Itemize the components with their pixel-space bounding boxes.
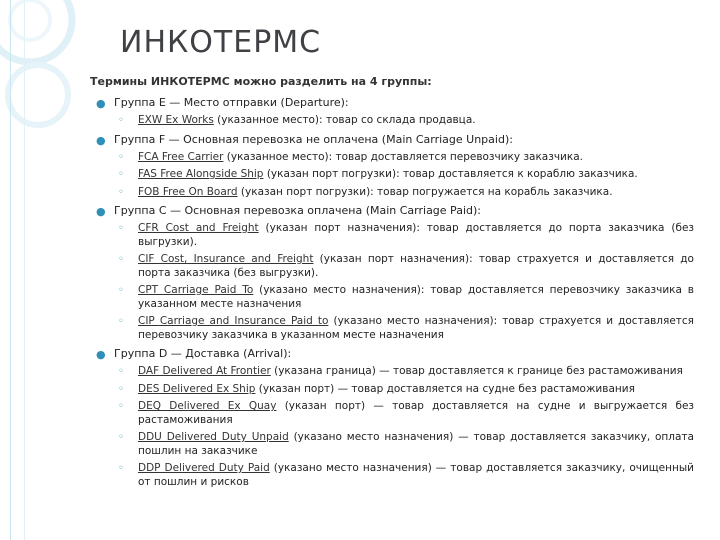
bullet-icon: ● bbox=[96, 348, 106, 361]
list-item bbox=[96, 186, 694, 200]
circle-bullet-icon: ◦ bbox=[118, 151, 124, 163]
circle-bullet-icon: ◦ bbox=[118, 186, 124, 198]
term-link[interactable]: DAF Delivered At Frontier bbox=[138, 365, 271, 377]
term-link[interactable]: FOB Free On Board bbox=[138, 185, 238, 198]
group-c bbox=[96, 203, 694, 218]
bullet-icon: ● bbox=[96, 133, 106, 147]
group-f bbox=[96, 132, 694, 147]
term-link[interactable]: CIP Carriage and Insurance Paid to bbox=[138, 315, 329, 327]
term-link[interactable]: FAS Free Alongside Ship bbox=[138, 168, 264, 180]
term-link[interactable]: FCA Free Carrier bbox=[138, 150, 224, 163]
circle-bullet-icon: ◦ bbox=[118, 169, 124, 180]
list-item bbox=[96, 284, 694, 311]
group-label: Группа E — Место отправки (Departure): bbox=[114, 96, 349, 109]
term-link[interactable]: DDU Delivered Duty Unpaid bbox=[138, 431, 289, 443]
term-description: (указанное место): товар доставляется перевозчику заказчика. bbox=[223, 150, 583, 163]
groups-list bbox=[96, 95, 694, 493]
decorative-line bbox=[10, 0, 11, 540]
term-link[interactable]: DES Delivered Ex Ship bbox=[138, 382, 256, 395]
circle-bullet-icon: ◦ bbox=[118, 401, 124, 412]
term-link[interactable]: DEQ Delivered Ex Quay bbox=[138, 400, 277, 412]
term-link[interactable]: CIF Cost, Insurance and Freight bbox=[138, 253, 314, 265]
list-item bbox=[96, 114, 694, 128]
term-description: (указан порт назначения): товар доставляется до порта заказчика (без выгрузки). bbox=[138, 222, 695, 248]
term-link[interactable]: EXW Ex Works bbox=[138, 114, 214, 126]
term-description: (указана граница) — товар доставляется к границе без растаможивания bbox=[270, 365, 683, 377]
list-item bbox=[96, 253, 694, 280]
list-item bbox=[96, 168, 694, 182]
circle-bullet-icon: ◦ bbox=[118, 285, 124, 296]
group-label: Группа F — Основная перевозка не оплачена (Main Carriage Unpaid): bbox=[114, 132, 513, 146]
circle-bullet-icon: ◦ bbox=[118, 115, 124, 126]
group-e bbox=[96, 95, 694, 110]
term-description: (указано место назначения) — товар доставляется заказчику, очищенный от пошлин и рисков bbox=[138, 462, 694, 488]
list-item bbox=[96, 151, 694, 165]
circle-bullet-icon: ◦ bbox=[118, 463, 124, 474]
decorative-line bbox=[24, 0, 25, 540]
circle-bullet-icon: ◦ bbox=[118, 383, 124, 395]
term-description: (указано место назначения) — товар доставляется заказчику, оплата пошлин на заказчике bbox=[138, 431, 694, 457]
term-description: (указанное место): товар со склада продавца. bbox=[213, 114, 476, 126]
group-label: Группа C — Основная перевозка оплачена (Main Carriage Paid): bbox=[114, 204, 481, 217]
list-item bbox=[96, 462, 694, 489]
list-item bbox=[96, 400, 694, 427]
list-item bbox=[96, 315, 694, 342]
term-description: (указан порт погрузки): товар доставляется к кораблю заказчика. bbox=[263, 168, 638, 180]
bullet-icon: ● bbox=[96, 97, 106, 110]
term-description: (указан порт) — товар доставляется на судне и выгружается без растаможивания bbox=[138, 400, 694, 426]
group-d bbox=[96, 346, 694, 361]
term-link[interactable]: CPT Carriage Paid To bbox=[138, 284, 254, 296]
term-description: (указан порт погрузки): товар погружается на корабль заказчика. bbox=[237, 185, 613, 198]
term-link[interactable]: DDP Delivered Duty Paid bbox=[138, 462, 270, 474]
circle-bullet-icon: ◦ bbox=[118, 254, 124, 265]
intro-text: Термины ИНКОТЕРМС можно разделить на 4 группы: bbox=[90, 75, 432, 88]
circle-bullet-icon: ◦ bbox=[118, 223, 124, 234]
list-item bbox=[96, 383, 694, 397]
list-item bbox=[96, 431, 694, 458]
term-link[interactable]: CFR Cost and Freight bbox=[138, 222, 259, 234]
term-description: (указан порт) — товар доставляется на судне без растаможивания bbox=[255, 382, 635, 395]
term-description: (указано место назначения): товар страхуется и доставляется перевозчику заказчика в указанном месте назначения bbox=[138, 315, 695, 341]
term-description: (указан порт назначения): товар страхуется и доставляется до порта заказчика (без выгрузки). bbox=[138, 253, 694, 279]
term-description: (указано место назначения): товар доставляется перевозчику заказчика в указанном месте назначения bbox=[138, 284, 694, 310]
list-item bbox=[96, 365, 694, 379]
list-item bbox=[96, 222, 694, 249]
group-label: Группа D — Доставка (Arrival): bbox=[114, 347, 292, 360]
circle-bullet-icon: ◦ bbox=[118, 366, 124, 377]
circle-bullet-icon: ◦ bbox=[118, 316, 124, 327]
circle-bullet-icon: ◦ bbox=[118, 432, 124, 443]
slide-title: ИНКОТЕРМС bbox=[120, 25, 322, 60]
bullet-icon: ● bbox=[96, 205, 106, 218]
